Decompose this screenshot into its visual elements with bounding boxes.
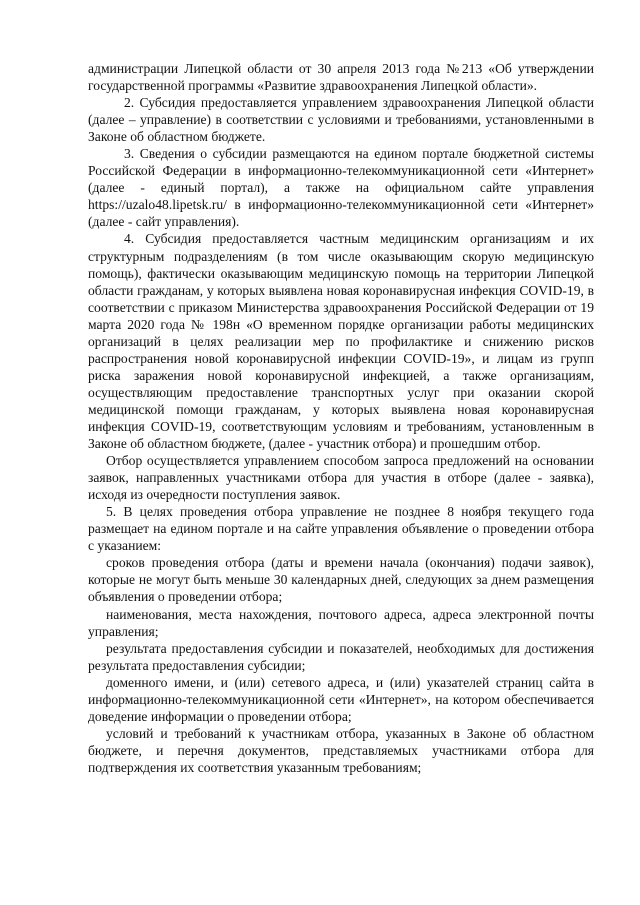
paragraph-program-reference: администрации Липецкой области от 30 апреля 2013 года №213 «Об утверждении государственной программы «Развитие здравоохранения Липецкой области». (88, 61, 594, 94)
paragraph-deadlines: сроков проведения отбора (даты и времени начала (окончания) подачи заявок), которые не могут быть меньше 30 календарных дней, следующих за днем размещения объявления о проведении отбора; (88, 555, 594, 605)
paragraph-contacts: наименования, места нахождения, почтового адреса, адреса электронной почты управления; (88, 606, 594, 639)
paragraph-item-5: 5. В целях проведения отбора управление не позднее 8 ноября текущего года размещает на едином портале и на сайте управления объявление о проведении отбора с указанием: (88, 504, 594, 554)
paragraph-item-3: 3. Сведения о субсидии размещаются на едином портале бюджетной системы Российской Федерации в информационно-телекоммуникационной сети «Интернет» (далее - единый портал), а также на официальном сайте управления https://uzalo48.lipetsk.ru/ в информационно-телекоммуникационной сети «Интернет» (далее - сайт управления). (88, 146, 594, 230)
paragraph-domain: доменного имени, и (или) сетевого адреса, и (или) указателей страниц сайта в информационно-телекоммуникационной сети «Интернет», на котором обеспечивается доведение информации о проведении отбора; (88, 674, 594, 724)
document-page (88, 60, 594, 776)
paragraph-item-4: 4. Субсидия предоставляется частным медицинским организациям и их структурным подразделениям (в том числе оказывающим скорую медицинскую помощь), фактически оказывающим медицинскую помощь на территории Липецкой области гражданам, у которых выявлена новая коронавирусная инфекция COVID-19, в соответствии с приказом Министерства здравоохранения Российской Федерации от 19 марта 2020 года № 198н «О временном порядке организации работы медицинских организаций в целях реализации мер по профилактике и снижению рисков распространения новой коронавирусной инфекции COVID-19», и лицам из групп риска заражения новой коронавирусной инфекцией, а также организациям, осуществляющим предоставление транспортных услуг при оказании скорой медицинской помощи гражданам, у которых выявлена новая коронавирусная инфекция COVID-19, соответствующим условиям и требованиям, установленным в Законе об областном бюджете, (далее - участник отбора) и прошедшим отбор. (88, 231, 594, 452)
paragraph-selection-method: Отбор осуществляется управлением способом запроса предложений на основании заявок, направленных участниками отбора для участия в отборе (далее - заявка), исходя из очередности поступления заявок. (88, 453, 594, 503)
paragraph-result: результата предоставления субсидии и показателей, необходимых для достижения результата предоставления субсидии; (88, 640, 594, 673)
paragraph-item-2: 2. Субсидия предоставляется управлением здравоохранения Липецкой области (далее – управление) в соответствии с условиями и требованиями, установленными в Законе об областном бюджете. (88, 95, 594, 145)
paragraph-conditions: условий и требований к участникам отбора, указанных в Законе об областном бюджете, и перечня документов, представляемых участниками отбора для подтверждения их соответствия указанным требованиям; (88, 725, 594, 775)
